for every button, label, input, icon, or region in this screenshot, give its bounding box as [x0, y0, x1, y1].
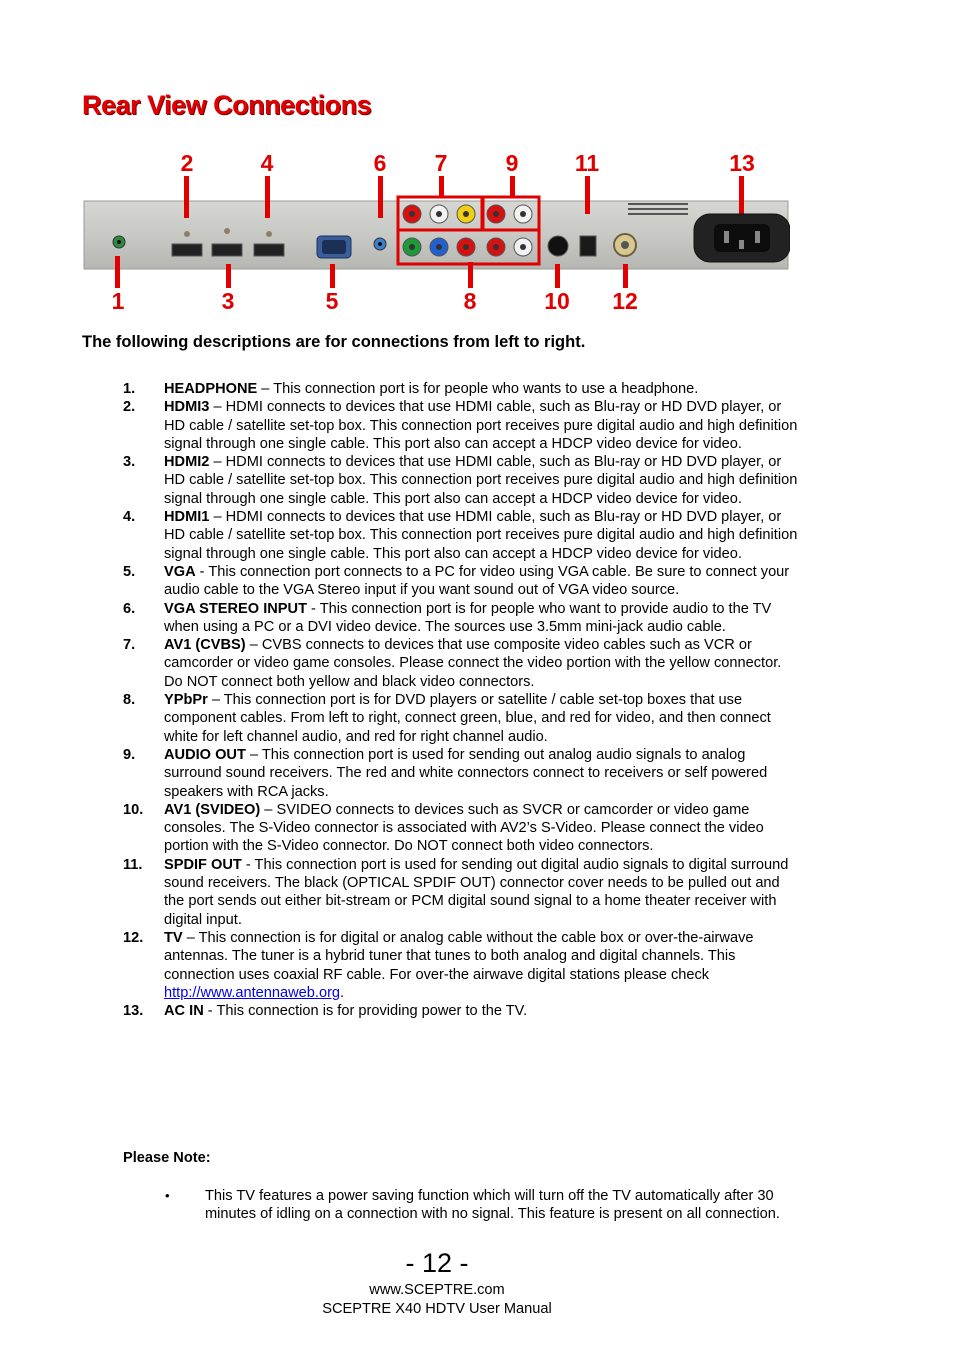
item-name: VGA	[164, 563, 196, 580]
item-text-after: .	[340, 984, 345, 1001]
item-text: – This connection port is for people who wants to use a headphone.	[257, 381, 699, 397]
callout-12: 12	[612, 288, 638, 314]
item-name: AV1 (SVIDEO)	[164, 801, 261, 818]
item-number: 11.	[123, 856, 143, 873]
item-text: - This connection is for providing power to the TV.	[203, 1003, 528, 1020]
callout-2: 2	[180, 150, 194, 176]
item-text: – HDMI connects to devices that use HDMI cable, such as Blu-ray or HD DVD player, or HD cable / satellite set-top box. This connection port receives pure digital audio and high definition signal through one single cable. This port also can accept a HDCP video device for video.	[164, 399, 798, 452]
item-name: HDMI2	[164, 454, 210, 471]
item-number: 13.	[123, 1003, 144, 1020]
item-number: 10.	[123, 801, 144, 818]
item-number: 1.	[123, 381, 136, 397]
item-name: TV	[164, 929, 183, 946]
item-number: 9.	[123, 746, 136, 763]
callout-3: 3	[221, 288, 235, 314]
item-name: AV1 (CVBS)	[164, 637, 246, 654]
item-number: 5.	[123, 563, 136, 580]
list-item	[82, 600, 802, 637]
callout-1: 1	[111, 288, 125, 314]
list-item	[82, 380, 802, 398]
page-title: Rear View Connections	[82, 90, 372, 120]
footer-manual: SCEPTRE X40 HDTV User Manual	[322, 1301, 552, 1317]
item-name: HEADPHONE	[164, 381, 258, 397]
rear-panel-figure	[82, 146, 790, 321]
item-text: - This connection port is used for sending out digital audio signals to digital surround sound receivers. The black (OPTICAL SPDIF OUT) connector cover needs to be pulled out and the port sends out either bit-stream or PCM digital sound signal to a home theater receiver with digital input.	[164, 856, 789, 928]
list-item	[82, 563, 802, 600]
item-number: 7.	[123, 637, 136, 654]
intro-text: The following descriptions are for connections from left to right.	[82, 333, 586, 351]
item-text: - This connection port connects to a PC for video using VGA cable. Be sure to connect your audio cable to the VGA Stereo input if you want sound out of VGA video source.	[164, 563, 790, 599]
item-text: - This connection port is for people who want to provide audio to the TV when using a PC or a DVI video device. The sources use 3.5mm mini-jack audio cable.	[164, 600, 772, 635]
list-item	[82, 856, 802, 929]
item-number: 6.	[123, 600, 136, 617]
item-number: 8.	[123, 692, 136, 709]
item-name: SPDIF OUT	[164, 856, 242, 873]
item-name: VGA STEREO INPUT	[164, 600, 307, 617]
note-heading: Please Note:	[123, 1150, 211, 1166]
note-text: This TV features a power saving function which will turn off the TV automatically after 30 minutes of idling on a connection with no signal. This feature is present on all connection.	[205, 1188, 780, 1223]
callout-4: 4	[260, 150, 274, 176]
item-number: 2.	[123, 399, 136, 416]
callout-8: 8	[463, 288, 477, 314]
callout-7: 7	[434, 150, 448, 176]
list-item	[82, 929, 802, 1002]
item-text: – This connection port is used for sending out analog audio signals to analog surround sound receivers. The red and white connectors connect to receivers or self powered speakers with RCA jacks.	[164, 746, 768, 800]
list-item	[82, 398, 802, 453]
item-name: AUDIO OUT	[164, 746, 246, 763]
callout-9: 9	[505, 150, 519, 176]
item-name: HDMI1	[164, 509, 210, 526]
item-text: – HDMI connects to devices that use HDMI cable, such as Blu-ray or HD DVD player, or HD cable / satellite set-top box. This connection port receives pure digital audio and high definition signal through one single cable. This port also can accept a HDCP video device for video.	[164, 454, 798, 507]
item-name: AC IN	[164, 1003, 204, 1020]
item-text: – This connection is for digital or analog cable without the cable box or over-the-airwave antennas. The tuner is a hybrid tuner that tunes to both analog and digital channels. This connection uses coaxial RF cable. For over-the airwave digital stations please check	[164, 929, 754, 983]
item-number: 12.	[123, 929, 144, 946]
item-name: HDMI3	[164, 399, 210, 416]
callout-13: 13	[729, 150, 755, 176]
item-text: – CVBS connects to devices that use composite video cables such as VCR or camcorder or video game consoles. Please connect the video portion with the yellow connector. Do NOT connect both yellow and black video connectors.	[164, 637, 782, 690]
callout-5: 5	[325, 288, 339, 314]
item-text: – HDMI connects to devices that use HDMI cable, such as Blu-ray or HD DVD player, or HD cable / satellite set-top box. This connection port receives pure digital audio and high definition signal through one single cable. This port also can accept a HDCP video device for video.	[164, 509, 798, 562]
callout-6: 6	[373, 150, 387, 176]
item-text: – This connection port is for DVD players or satellite / cable set-top boxes that use component cables. From left to right, connect green, blue, and red for video, and then connect white for left channel audio, and red for right channel audio.	[164, 692, 771, 745]
callout-10: 10	[544, 288, 570, 314]
item-number: 4.	[123, 509, 136, 526]
item-text: – SVIDEO connects to devices such as SVCR or camcorder or video game consoles. The S-Video connector is associated with AV2’s S-Video. Please connect the video portion with the S-Video connector. Do NOT connect both video connectors.	[164, 801, 764, 855]
callout-11: 11	[574, 150, 600, 176]
rear-panel-drawing	[82, 146, 790, 321]
note-item	[123, 1187, 803, 1224]
list-item	[82, 801, 802, 856]
item-number: 3.	[123, 454, 136, 471]
connection-list	[82, 380, 802, 1020]
list-item	[82, 1002, 802, 1020]
footer-site: www.SCEPTRE.com	[369, 1282, 505, 1298]
list-item	[82, 746, 802, 801]
bullet-icon: •	[165, 1188, 170, 1203]
list-item	[82, 636, 802, 691]
list-item	[82, 691, 802, 746]
page-number: - 12 -	[405, 1248, 469, 1278]
list-item	[82, 453, 802, 508]
item-name: YPbPr	[164, 692, 208, 709]
list-item	[82, 508, 802, 563]
antennaweb-link[interactable]: http://www.antennaweb.org	[164, 984, 341, 1001]
